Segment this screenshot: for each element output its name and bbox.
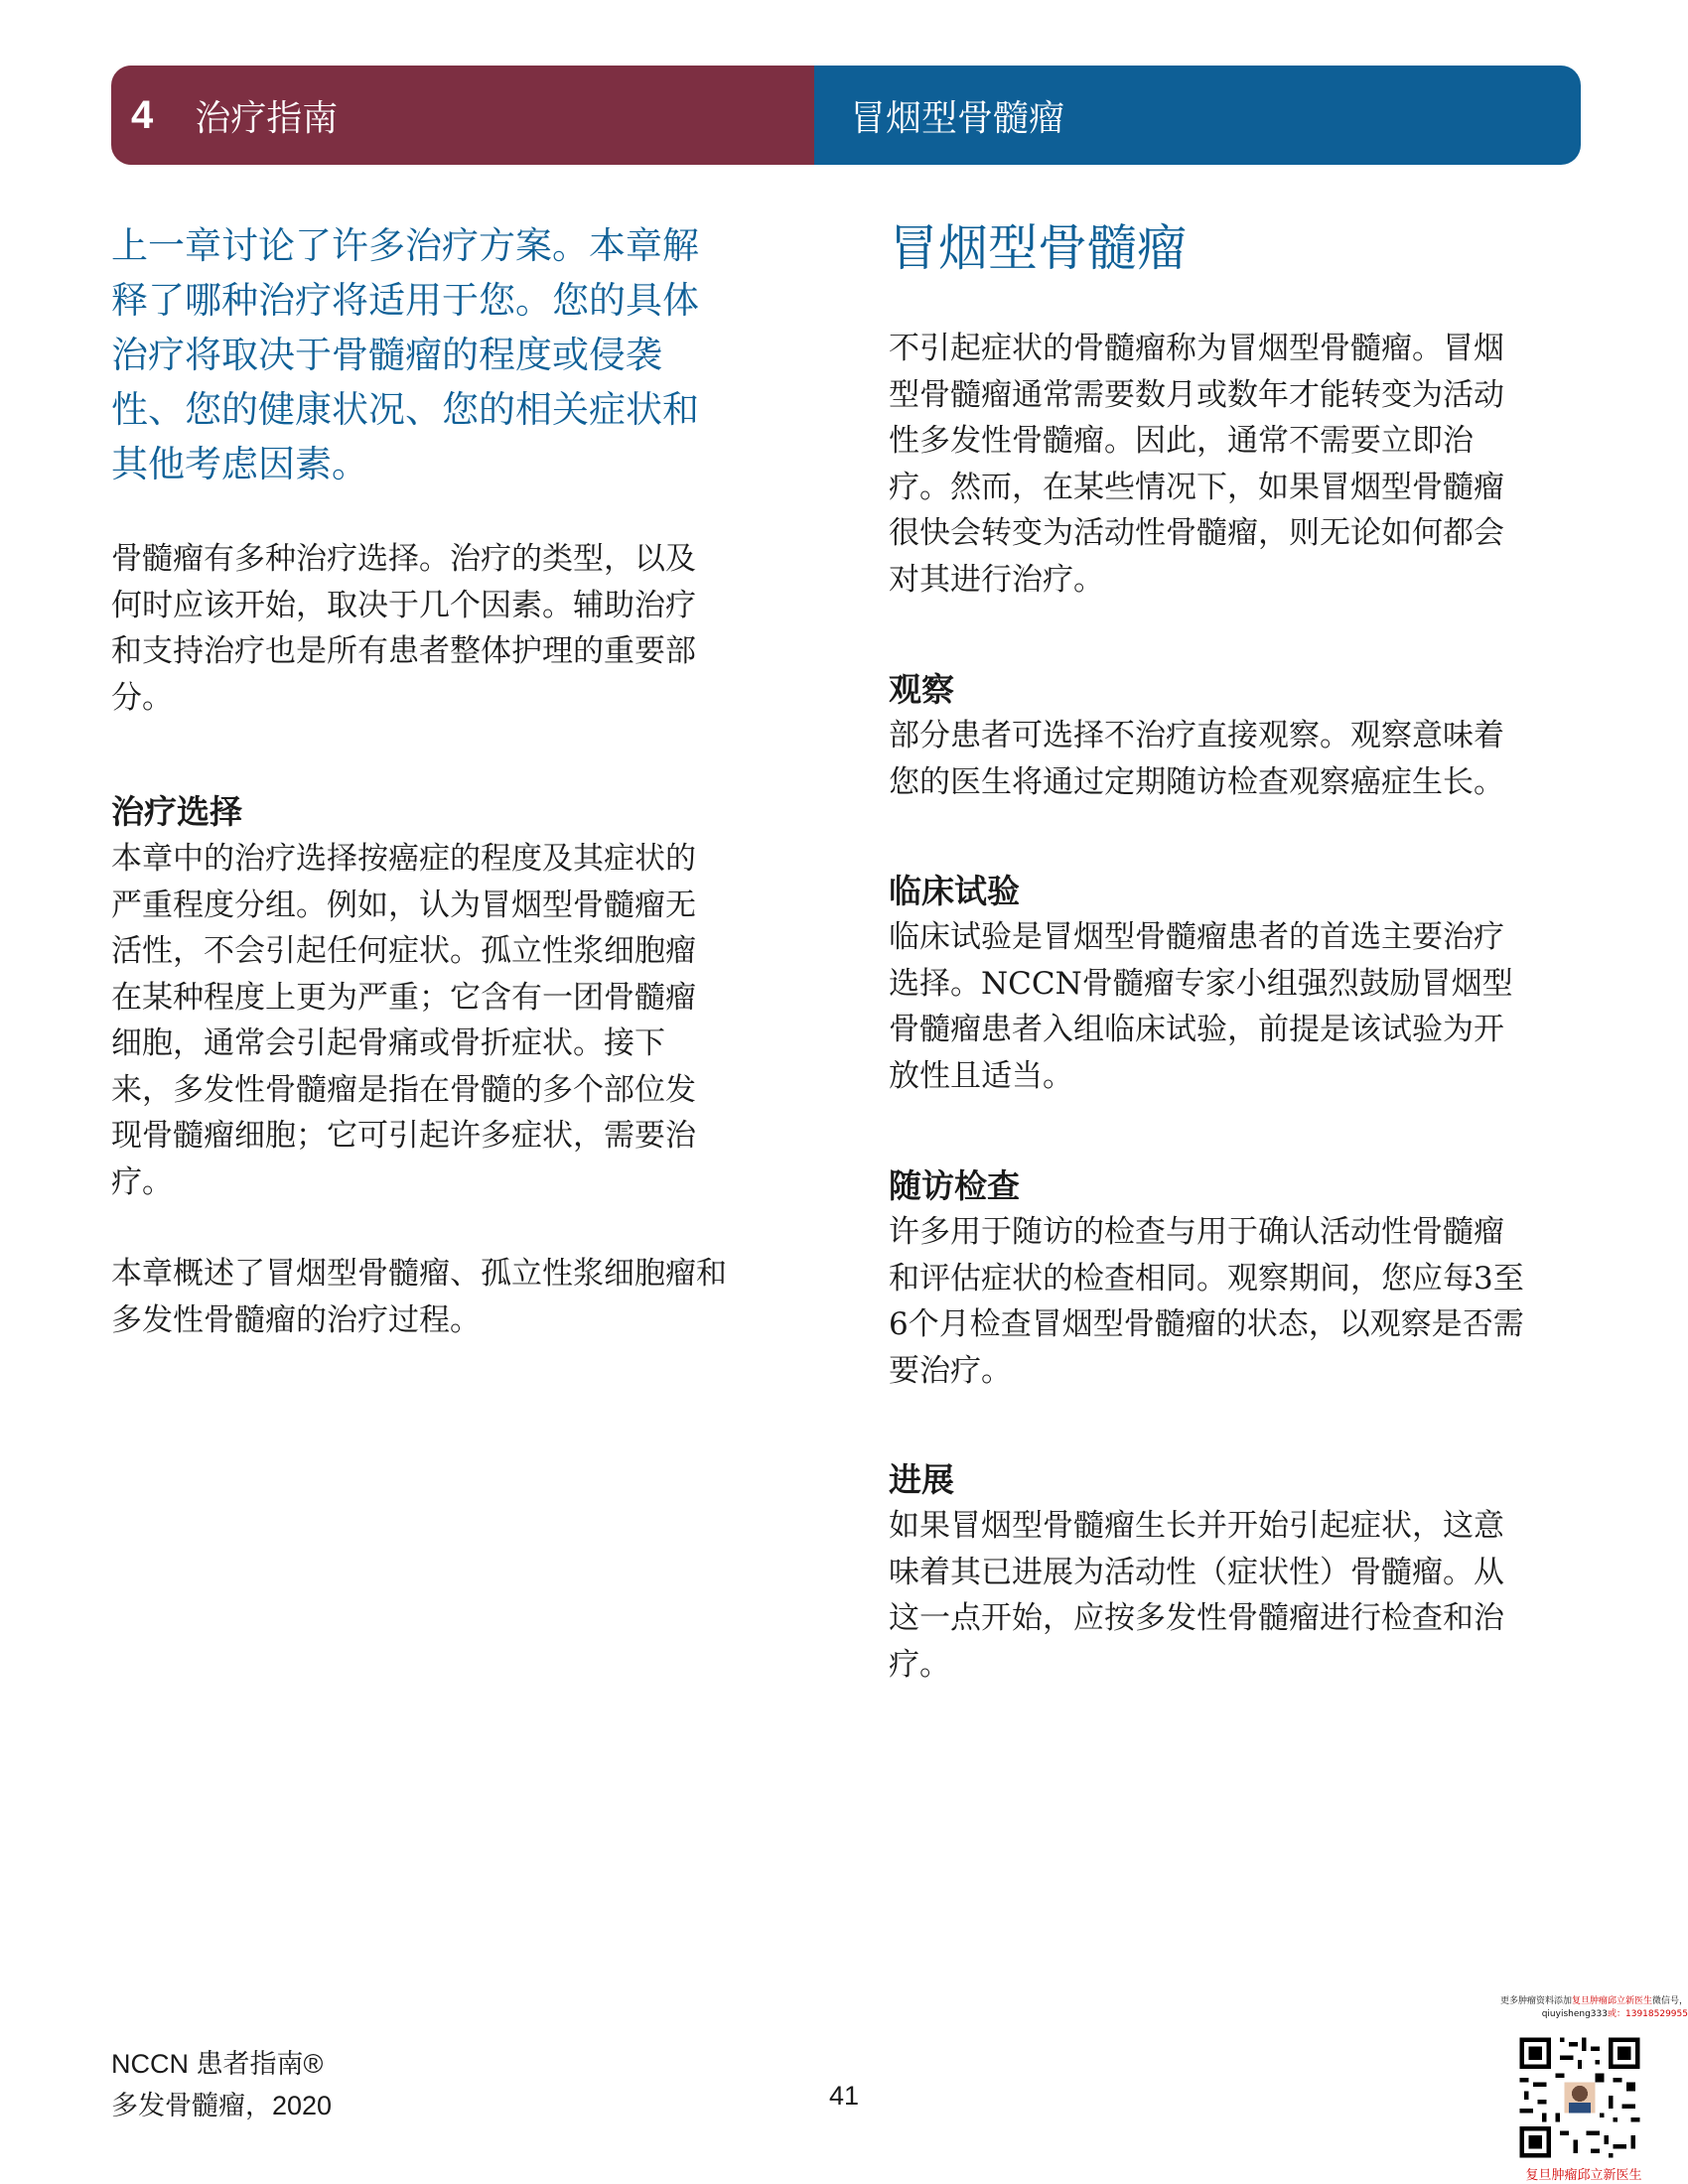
progression-paragraph: 如果冒烟型骨髓瘤生长并开始引起症状，这意 味着其已进展为活动性（症状性）骨髓瘤。从 这一点开始，应按多发性骨髓瘤进行检查和治 疗。 xyxy=(889,1508,1504,1683)
heading-treatment-options: 治疗选择 xyxy=(111,792,242,831)
smoldering-myeloma-paragraph: 不引起症状的骨髓瘤称为冒烟型骨髓瘤。冒烟 型骨髓瘤通常需要数月或数年才能转变为活动 性多发性骨髓瘤。因此，通常不需要立即治 疗。然而，在某些情况下，如果冒烟型骨髓瘤 很快会转变为活动性骨髓瘤，则无论如何都会 对其进行治疗。 xyxy=(889,331,1504,598)
treatment-options-paragraph: 本章中的治疗选择按癌症的程度及其症状的 严重程度分组。例如，认为冒烟型骨髓瘤无 活性，不会引起任何症状。孤立性浆细胞瘤 在某种程度上更为严重；它含有一团骨髓瘤 细胞，通常会引起骨痛或骨折症状。接下 来，多发性骨髓瘤是指在骨髓的多个部位发 现骨髓瘤细胞；它可引起许多症状，需要治 疗。 xyxy=(111,841,696,1200)
observation-paragraph: 部分患者可选择不治疗直接观察。观察意味着 您的医生将通过定期随访检查观察癌症生长。 xyxy=(889,718,1504,800)
section-title: 冒烟型骨髓瘤 xyxy=(850,97,1065,139)
chapter-intro: 上一章讨论了许多治疗方案。本章解 释了哪种治疗将适用于您。您的具体 治疗将取决于骨髓瘤的程度或侵袭 性、您的健康状况、您的相关症状和 其他考虑因素。 xyxy=(111,224,699,485)
heading-observation: 观察 xyxy=(889,670,954,709)
heading-follow-up-tests: 随访检查 xyxy=(889,1166,1020,1205)
chapter-title: 治疗指南 xyxy=(195,97,339,139)
promo-watermark-text: 更多肿瘤资料添加复旦肿瘤邱立新医生微信号， qiuyisheng333或：13918529955 xyxy=(1499,1996,1688,2019)
chapter-label-block xyxy=(111,66,814,165)
page-number: 41 xyxy=(828,2081,860,2111)
heading-clinical-trials: 临床试验 xyxy=(889,872,1020,910)
follow-up-tests-paragraph: 许多用于随访的检查与用于确认活动性骨髓瘤 和评估症状的检查相同。观察期间，您应每3至 6个月检查冒烟型骨髓瘤的状态，以观察是否需 要治疗。 xyxy=(889,1214,1524,1389)
chapter-number: 4 xyxy=(131,92,154,137)
heading-progression: 进展 xyxy=(889,1460,954,1499)
clinical-trials-paragraph: 临床试验是冒烟型骨髓瘤患者的首选主要治疗 选择。NCCN骨髓瘤专家小组强烈鼓励冒烟型 骨髓瘤患者入组临床试验，前提是该试验为开 放性且适当。 xyxy=(889,919,1513,1094)
qr-caption: 复旦肿瘤邱立新医生 xyxy=(1525,2168,1642,2183)
treatment-options-overview-paragraph: 骨髓瘤有多种治疗选择。治疗的类型，以及 何时应该开始，取决于几个因素。辅助治疗 和支持治疗也是所有患者整体护理的重要部 分。 xyxy=(111,541,696,716)
footer-guideline-name: NCCN 患者指南® xyxy=(111,2049,324,2079)
footer-guideline-edition: 多发骨髓瘤，2020 xyxy=(111,2091,333,2120)
section-label-block xyxy=(814,66,1581,165)
footer-publication-info xyxy=(111,2043,332,2126)
qr-code-icon[interactable] xyxy=(1515,2033,1644,2162)
chapter-header-band xyxy=(111,66,1581,165)
section-heading-smoldering-myeloma: 冒烟型骨髓瘤 xyxy=(889,219,1187,277)
chapter-summary-paragraph: 本章概述了冒烟型骨髓瘤、孤立性浆细胞瘤和 多发性骨髓瘤的治疗过程。 xyxy=(111,1256,727,1338)
